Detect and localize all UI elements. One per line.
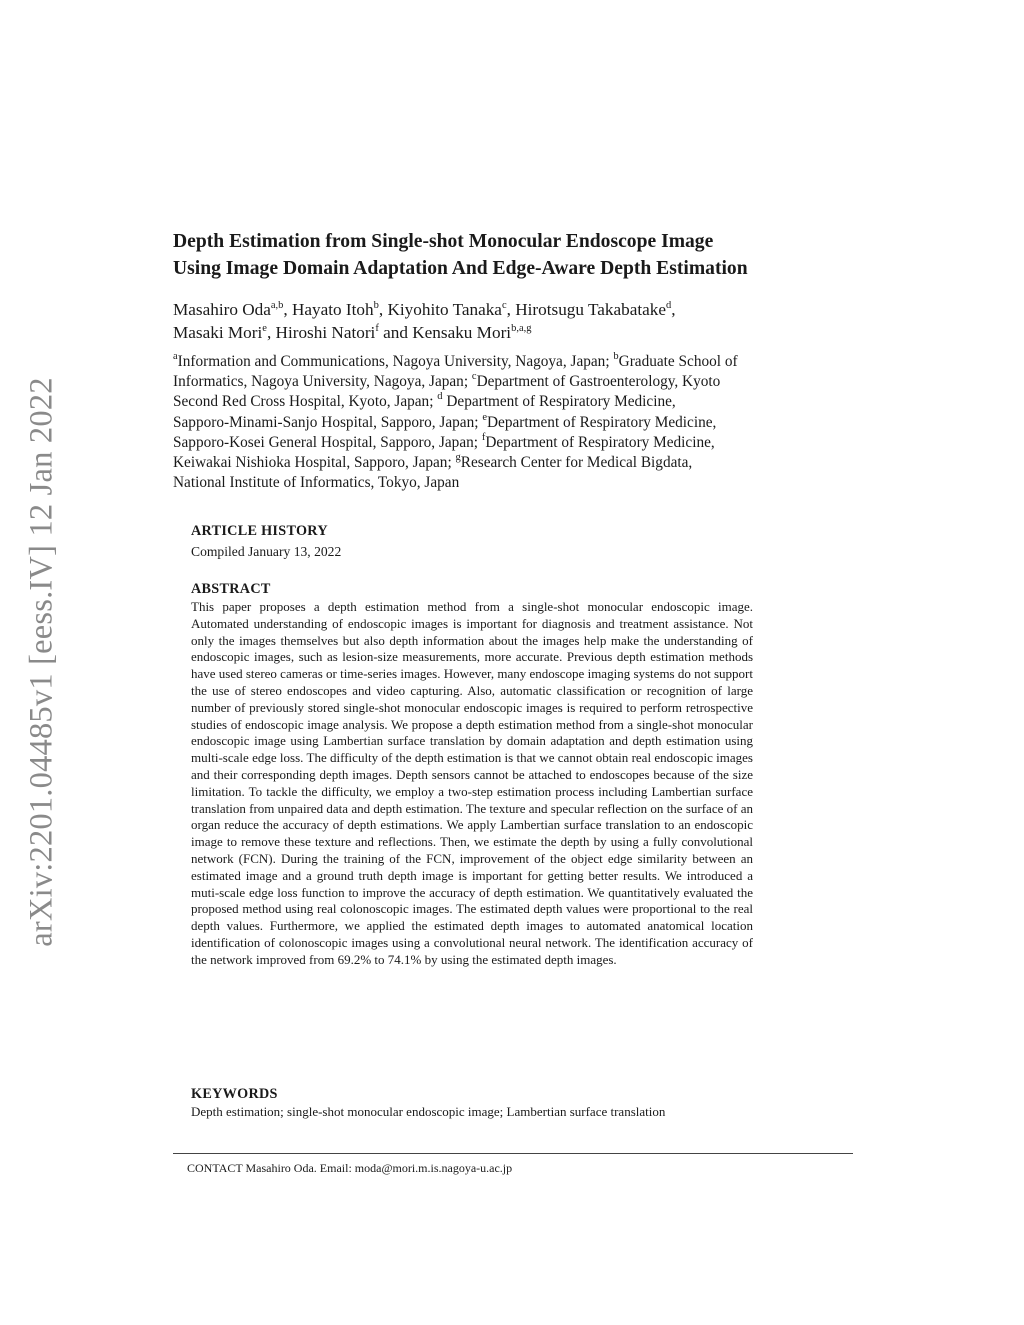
affiliation-line [173,473,873,493]
abstract-heading: ABSTRACT [191,581,271,597]
affiliations [173,352,873,493]
affiliation-text: Department of Gastroenterology, Kyoto [476,373,721,391]
affiliation-text: Research Center for Medical Bigdata, [460,454,693,472]
author: Hirotsugu Takabatake$^d$ [515,300,672,319]
affiliation-text: Sapporo-Minami-Sanjo Hospital, Sapporo, Japan; [173,413,483,431]
paper-title [173,228,893,282]
affiliation-line [173,413,873,433]
affiliation-marker: a [173,351,178,362]
affiliation-text: National Institute of Informatics, Tokyo, Japan [173,474,460,492]
affiliation-line [173,453,873,473]
author: Hiroshi Natori$^f$ [275,323,379,342]
affiliation-marker: e [482,411,487,423]
affiliation-text: Informatics, Nagoya University, Nagoya, Japan; [173,373,472,391]
article-history-heading: ARTICLE HISTORY [191,523,328,539]
footnote-divider [173,1153,853,1154]
affiliation-text: Sapporo-Kosei General Hospital, Sapporo, Japan; [173,433,482,451]
keywords-text: Depth estimation; single-shot monocular endoscopic image; Lambertian surface translation [191,1104,666,1119]
affiliation-line [173,433,873,453]
affiliation-marker: f [481,431,486,443]
abstract-text: This paper proposes a depth estimation method from a single-shot monocular endoscopic image. Automated understanding of endoscopic images is important for diagnosis and treatment assistance. Not only the images themselves but also depth information about the images help make the understanding of endoscopic images, such as lesion-size measurements, more accurate. Previous depth estimation methods have used stereo cameras or time-series images. However, many endoscope imaging systems do not support the use of stereo endoscopes and video capturing. Also, automatic classification or recognition of large number of previously stored single-shot monocular endoscopic images is required to perform retrospective studies of endoscopic image analysis. We propose a depth estimation method from a single-shot monocular endoscopic image using Lambertian surface translation by domain adaptation and depth estimation using multi-scale edge loss. The difficulty of the depth estimation is that we cannot obtain real endoscopic images and their corresponding depth images. Depth sensors cannot be attached to endoscopes because of the size limitation. To tackle the difficulty, we employ a two-step estimation process including Lambertian surface translation from unpaired data and depth estimation. The texture and specular reflection on the surface of an organ reduce the accuracy of depth estimations. We apply Lambertian surface translation to an endoscopic image to remove these texture and reflections. Then, we estimate the depth by using a fully convolutional network (FCN). During the training of the FCN, improvement of the object edge similarity between an estimated image and a ground truth depth image is important for getting better results. We introduced a muti-scale edge loss function to improve the accuracy of depth estimation. We quantitatively evaluated the proposed method using real colonoscopic images. The estimated depth values were proportional to the real depth values. Furthermore, we applied the estimated depth images to automated anatomical location identification of colonoscopic images using a convolutional neural network. The identification accuracy of the network improved from 69.2% to 74.1% by using the estimated depth images. [191,599,753,967]
author: Masahiro Oda$^{a,b}$ [173,300,284,319]
affiliation-text: Department of Respiratory Medicine, [485,433,715,451]
contact-footnote: CONTACT Masahiro Oda. Email: moda@mori.m.is.nagoya-u.ac.jp [187,1161,513,1175]
affiliation-line [173,392,873,412]
affiliation-marker: g [455,452,461,464]
affiliation-text: Department of Respiratory Medicine, [486,413,717,431]
author: Kiyohito Tanaka$^c$ [387,300,507,319]
affiliation-line [173,352,873,372]
affiliation-text: Second Red Cross Hospital, Kyoto, Japan; [173,393,438,411]
affiliation-marker: c [471,371,477,383]
affiliation-text: Information and Communications, Nagoya University, Nagoya, Japan; [177,353,614,370]
affiliation-text: Department of Respiratory Medicine, [442,393,676,411]
affiliation-line [173,372,873,392]
title-line: Using Image Domain Adaptation And Edge-Aware Depth Estimation [173,258,748,279]
affiliation-text: Graduate School of [618,353,738,370]
title-line: Depth Estimation from Single-shot Monocular Endoscope Image [173,231,714,252]
keywords-heading: KEYWORDS [191,1086,278,1102]
affiliation-marker: b [613,351,619,362]
affiliation-marker: d [437,391,443,403]
author-list: Masahiro Oda$^{a,b}$, Hayato Itoh$^b$, Kiyohito Tanaka$^c$, Hirotsugu Takabatake$^d$, Masaki Mori$^e$, Hiroshi Natori$^f$ and Kensaku Mori$^{b,a,g}$ [173,300,676,342]
arxiv-identifier: arXiv:2201.04485v1 [eess.IV] 12 Jan 2022 [23,377,60,947]
author: Kensaku Mori$^{b,a,g}$ [412,323,532,342]
compiled-date: Compiled January 13, 2022 [191,544,342,559]
author: Hayato Itoh$^b$ [292,300,379,319]
affiliation-text: Keiwakai Nishioka Hospital, Sapporo, Japan; [173,454,456,472]
arxiv-sidebar-stamp [18,357,66,967]
author: Masaki Mori$^e$ [173,323,267,342]
